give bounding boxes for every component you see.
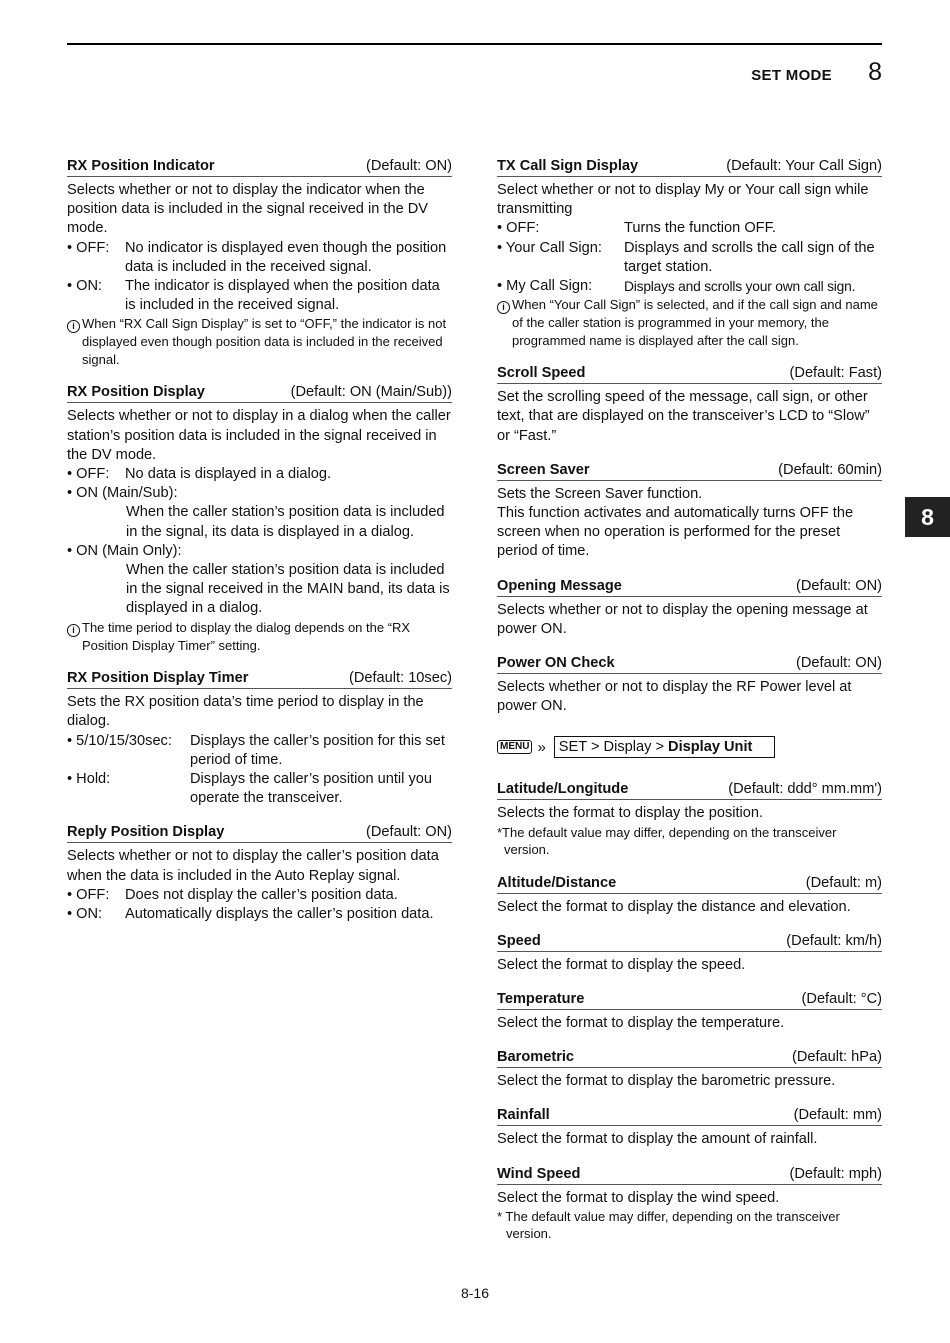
section-rx-position-display-timer <box>67 669 452 808</box>
section-description: Set the scrolling speed of the message, call sign, or other text, that are displayed on the transceiver’s LCD to “Slow” or “Fast.” <box>497 389 870 444</box>
section-title: Rainfall <box>497 1107 550 1124</box>
section-opening-message <box>497 577 882 639</box>
section-speed <box>497 932 882 975</box>
section-scroll-speed <box>497 364 882 446</box>
option-item <box>497 239 882 277</box>
option-key: • 5/10/15/30sec: <box>67 732 172 749</box>
option-item <box>67 732 452 770</box>
option-key: • OFF: <box>497 220 540 237</box>
option-value: The indicator is displayed when the position data is included in the received signal. <box>125 278 440 314</box>
section-rainfall <box>497 1106 882 1149</box>
info-note <box>497 296 882 349</box>
option-key: • ON (Main Only): <box>67 542 182 559</box>
menu-path-box <box>554 736 776 758</box>
option-value: Displays the caller’s position for this set period of time. <box>190 732 445 768</box>
section-header <box>67 669 452 689</box>
option-key: • OFF: <box>67 466 110 483</box>
section-default: (Default: hPa) <box>791 1049 882 1066</box>
section-default: (Default: km/h) <box>786 932 882 949</box>
section-header <box>497 932 882 952</box>
section-altitude-distance <box>497 874 882 917</box>
option-key: • OFF: <box>67 239 110 256</box>
option-value: Turns the function OFF. <box>624 220 776 237</box>
section-default: (Default: °C) <box>801 991 882 1008</box>
section-title: Speed <box>497 932 541 949</box>
info-icon: i <box>67 624 80 637</box>
section-description: Selects whether or not to display the RF Power level at power ON. <box>497 679 852 715</box>
section-description: Sets the RX position data’s time period to display in the dialog. <box>67 694 424 730</box>
section-title: Scroll Speed <box>497 365 586 382</box>
section-power-on-check <box>497 654 882 716</box>
menu-path-current: Display Unit <box>668 739 753 756</box>
section-description: This function activates and automatically turns OFF the screen when no operation is performed for the preset period of time. <box>497 505 854 560</box>
option-value: Displays and scrolls your own call sign. <box>624 279 856 295</box>
footnote: *The default value may differ, depending on the transceiver version. <box>497 824 837 858</box>
option-key: • Hold: <box>67 770 111 787</box>
right-column <box>497 157 882 1258</box>
option-key: • OFF: <box>67 886 110 903</box>
section-header <box>497 364 882 384</box>
option-key: • ON (Main/Sub): <box>67 485 178 502</box>
section-default: (Default: Your Call Sign) <box>726 158 882 174</box>
menu-path <box>497 736 882 758</box>
page-number: 8-16 <box>460 1285 490 1301</box>
top-rule <box>67 43 882 45</box>
section-title: Opening Message <box>497 577 622 594</box>
section-default: (Default: ON) <box>366 158 452 174</box>
section-temperature <box>497 990 882 1033</box>
section-description: Selects whether or not to display the indicator when the position data is included in the signal received in the DV mode. <box>67 182 429 237</box>
option-key: • Your Call Sign: <box>497 239 602 256</box>
section-title: Latitude/Longitude <box>497 781 629 798</box>
menu-key-icon: MENU <box>497 740 532 754</box>
left-column <box>67 157 452 939</box>
option-key: • ON: <box>67 278 103 295</box>
section-title: RX Position Display Timer <box>67 670 249 687</box>
section-description: Selects whether or not to display in a dialog when the caller station’s position data is included in the signal received in the DV mode. <box>67 408 451 463</box>
section-header <box>497 1106 882 1126</box>
chapter-side-tab: 8 <box>905 497 950 537</box>
section-default: (Default: 60min) <box>778 461 882 478</box>
option-value: When the caller station’s position data is included in the signal received in the MAIN band, its data is displayed in a dialog. <box>126 562 450 617</box>
chapter-number: 8 <box>868 58 882 86</box>
section-default: (Default: mph) <box>789 1165 882 1182</box>
option-item <box>67 905 452 924</box>
section-header <box>497 157 882 177</box>
section-default: (Default: ON) <box>366 824 452 841</box>
section-title: Power ON Check <box>497 655 615 672</box>
section-header <box>497 874 882 894</box>
chapter-title: SET MODE <box>751 67 832 84</box>
section-description: Select the format to display the distance and elevation. <box>497 898 851 915</box>
info-icon: i <box>67 320 80 333</box>
section-header <box>497 654 882 674</box>
section-description: Selects the format to display the position. <box>497 805 764 822</box>
option-value: Automatically displays the caller’s position data. <box>125 905 434 922</box>
option-value: No indicator is displayed even though the position data is included in the received signal. <box>125 239 447 275</box>
section-description: Select the format to display the temperature. <box>497 1015 785 1032</box>
option-item <box>67 770 452 808</box>
section-default: (Default: ON) <box>796 655 882 672</box>
section-default: (Default: ON) <box>796 577 882 594</box>
section-screen-saver <box>497 461 882 562</box>
note-text: When “Your Call Sign” is selected, and if the call sign and name of the caller station is programmed in your memory, the programmed name is displayed after the call sign. <box>512 297 878 348</box>
section-title: Altitude/Distance <box>497 874 617 891</box>
info-icon: i <box>497 301 510 314</box>
section-wind-speed <box>497 1165 882 1243</box>
option-item <box>67 239 452 277</box>
section-header <box>497 577 882 597</box>
option-key: • My Call Sign: <box>497 278 593 295</box>
section-latitude-longitude <box>497 780 882 858</box>
option-item <box>497 219 882 238</box>
section-default: (Default: mm) <box>793 1107 882 1124</box>
note-text: When “RX Call Sign Display” is set to “OFF,” the indicator is not displayed even though position data is included in the received signal. <box>82 316 447 367</box>
section-rx-position-display <box>67 383 452 654</box>
section-default: (Default: Fast) <box>789 365 882 382</box>
section-title: Temperature <box>497 991 585 1008</box>
section-description: Select whether or not to display My or Your call sign while transmitting <box>497 182 869 218</box>
section-header <box>497 1048 882 1068</box>
section-header <box>497 780 882 800</box>
section-description: Select the format to display the wind speed. <box>497 1189 780 1206</box>
section-description: Selects whether or not to display the caller’s position data when the data is included in the Auto Replay signal. <box>67 848 439 884</box>
section-default: (Default: m) <box>805 874 882 891</box>
info-note <box>67 619 452 655</box>
section-title: Reply Position Display <box>67 824 225 841</box>
section-title: RX Position Display <box>67 384 205 401</box>
section-description: Select the format to display the barometric pressure. <box>497 1073 836 1090</box>
option-value: Does not display the caller’s position data. <box>125 886 398 903</box>
section-title: Barometric <box>497 1049 575 1066</box>
section-header <box>497 990 882 1010</box>
section-default: (Default: ON (Main/Sub)) <box>290 384 452 401</box>
section-title: Screen Saver <box>497 461 590 478</box>
option-item <box>67 277 452 315</box>
option-value: Displays the caller’s position until you operate the transceiver. <box>190 770 433 807</box>
option-value: No data is displayed in a dialog. <box>125 466 332 483</box>
section-barometric <box>497 1048 882 1091</box>
section-tx-call-sign-display <box>497 157 882 349</box>
option-item <box>497 277 882 296</box>
section-description: Select the format to display the amount of rainfall. <box>497 1131 818 1148</box>
section-description: Selects whether or not to display the opening message at power ON. <box>497 601 868 637</box>
option-key: • ON: <box>67 905 103 922</box>
option-value: When the caller station’s position data is included in the signal, its data is displayed in a dialog. <box>126 504 445 540</box>
menu-separator: » <box>537 738 546 756</box>
section-description: Sets the Screen Saver function. <box>497 485 703 502</box>
section-header <box>67 383 452 403</box>
option-value: Displays and scrolls the call sign of the target station. <box>624 239 875 275</box>
section-rx-position-indicator <box>67 157 452 368</box>
section-default: (Default: ddd° mm.mm') <box>728 781 882 798</box>
section-header <box>497 1165 882 1185</box>
section-reply-position-display <box>67 823 452 924</box>
section-default: (Default: 10sec) <box>348 670 452 687</box>
section-title: RX Position Indicator <box>67 158 215 174</box>
section-header <box>67 823 452 843</box>
note-text: The time period to display the dialog depends on the “RX Position Display Timer” setting. <box>82 619 411 653</box>
menu-path-text: SET > Display > <box>558 739 669 756</box>
option-item <box>67 886 452 905</box>
section-header <box>67 157 452 177</box>
section-header <box>497 461 882 481</box>
option-item <box>67 465 452 484</box>
section-title: Wind Speed <box>497 1165 581 1182</box>
footnote: * The default value may differ, depending on the transceiver version. <box>497 1208 840 1242</box>
section-description: Select the format to display the speed. <box>497 956 746 973</box>
section-title: TX Call Sign Display <box>497 158 639 174</box>
info-note <box>67 315 452 368</box>
